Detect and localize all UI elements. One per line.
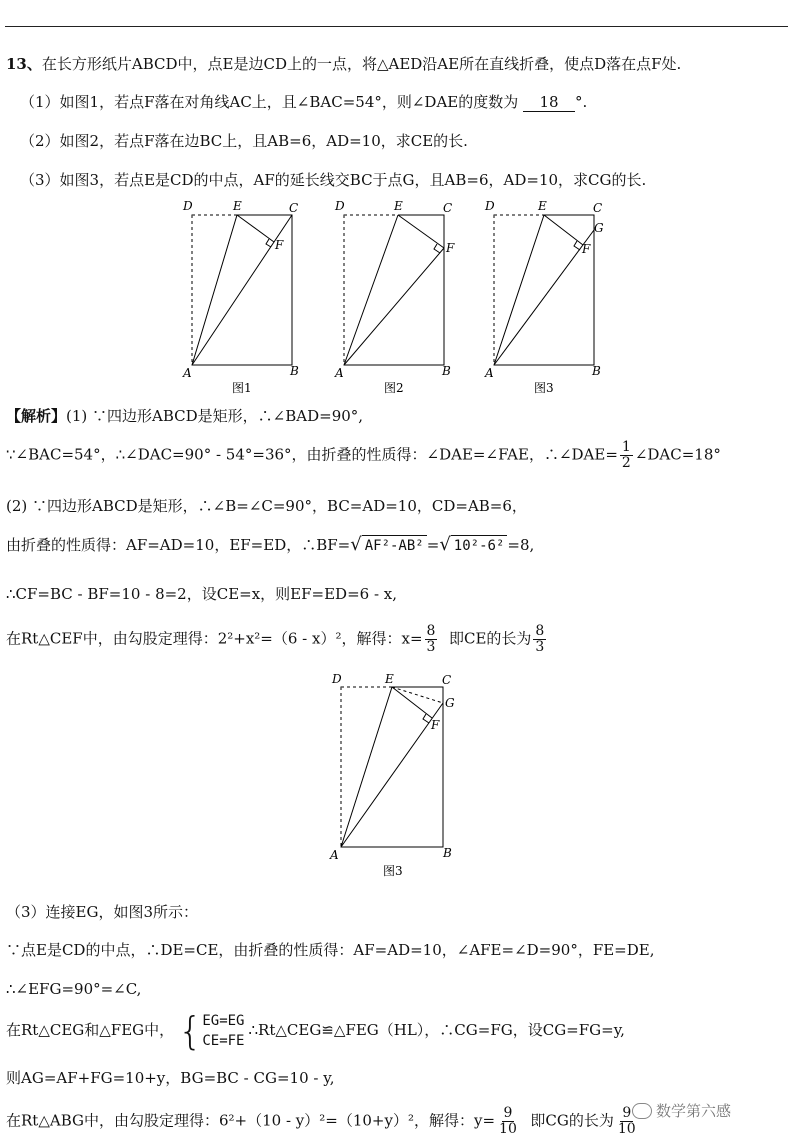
s3-y-fraction <box>497 1106 519 1137</box>
solution-2-line-4 <box>6 624 548 655</box>
fig2-label-f: F <box>446 241 455 255</box>
fig2-line-ef <box>398 215 444 248</box>
question-2: （2）如图2，若点F落在边BC上，且AB=6，AD=10，求CE的长. <box>20 132 468 150</box>
fig2-line-af <box>344 248 444 365</box>
sfig-rect <box>341 687 443 847</box>
s2-line2-pre: 由折叠的性质得：AF=AD=10，EF=ED，∴BF= <box>6 536 351 554</box>
fig1-label-a: A <box>183 366 192 380</box>
solution-figure-3 <box>325 670 470 880</box>
sfig-label-g: G <box>445 696 455 710</box>
fig3-caption: 图3 <box>534 381 554 395</box>
s2-ce-den: 3 <box>535 639 545 655</box>
s3-line4-post: ∴Rt△CEG≌△FEG（HL），∴CG=FG，设CG=FG=y, <box>248 1021 625 1039</box>
brace-glyph: { <box>178 1009 203 1053</box>
s1-line1: (1) ∵四边形ABCD是矩形，∴∠BAD=90°, <box>66 407 364 425</box>
solution-header: 【解析】 <box>6 407 67 425</box>
sfig-line-ae <box>341 687 392 847</box>
fig1-label-d: D <box>183 199 193 213</box>
sfig-line-ag <box>341 703 443 847</box>
fig2-label-c: C <box>443 201 453 215</box>
sfig-label-a: A <box>330 848 339 862</box>
s2-line4-mid: 即CE的长为 <box>448 629 532 648</box>
fig3-line-ae <box>494 215 544 365</box>
s2-x-den: 3 <box>426 639 436 655</box>
figure-3 <box>482 198 607 398</box>
s3-line6-pre: 在Rt△ABG中，由勾股定理得：6²+（10 - y）²=（10+y）²，解得：y= <box>6 1111 496 1130</box>
question-3: （3）如图3，若点E是CD的中点，AF的延长线交BC于点G，且AB=6，AD=10，求CG的长. <box>20 171 647 189</box>
fig3-label-g: G <box>594 221 604 235</box>
fig3-line-ef <box>544 215 583 245</box>
figure-1 <box>180 198 305 398</box>
top-rule <box>5 26 788 27</box>
sfig-line-ef <box>392 687 432 718</box>
s3-cg-num: 9 <box>622 1105 632 1121</box>
fig1-label-c: C <box>289 201 299 215</box>
fig1-label-b: B <box>290 364 299 378</box>
s3-y-num: 9 <box>503 1105 513 1121</box>
fig2-right-angle <box>434 244 440 253</box>
s1-line2-end: ∠DAC=18° <box>634 445 721 464</box>
s2-sqrt-2: 10²-6² <box>451 535 508 556</box>
q1-text: （1）如图1，若点F落在对角线AC上，且∠BAC=54°，则∠DAE的度数为 <box>20 93 519 111</box>
sqrt-sign-1: √ <box>350 534 362 555</box>
s2-eq: = <box>426 536 440 554</box>
question-1 <box>20 92 587 112</box>
fig2-label-e: E <box>394 199 403 213</box>
s3-line6-mid: 即CG的长为 <box>530 1111 614 1130</box>
fig3-label-f: F <box>582 242 591 256</box>
s2-x-num: 8 <box>426 623 436 639</box>
s1-frac-num: 1 <box>621 439 631 455</box>
problem-number: 13、 <box>6 55 42 73</box>
sfig-label-b: B <box>443 846 452 860</box>
fig2-label-a: A <box>335 366 344 380</box>
s3-line4-pre: 在Rt△CEG和△FEG中， <box>6 1021 175 1039</box>
fig2-caption: 图2 <box>384 381 404 395</box>
figure-2 <box>332 198 457 398</box>
solution-3-line-4 <box>6 1009 625 1053</box>
fig1-line-ae <box>192 215 237 365</box>
fig3-line-ag <box>494 230 594 365</box>
fig3-label-e: E <box>538 199 547 213</box>
problem-stem: 在长方形纸片ABCD中，点E是边CD上的一点，将△AED沿AE所在直线折叠，使点D落在点F处. <box>41 55 682 73</box>
fig1-caption: 图1 <box>232 381 252 395</box>
fig3-label-c: C <box>593 201 603 215</box>
solution-3-line-6 <box>6 1106 640 1137</box>
s2-x-fraction <box>425 624 438 655</box>
solution-1-line-1 <box>6 406 363 426</box>
fig3-label-d: D <box>485 199 495 213</box>
fig1-label-e: E <box>233 199 242 213</box>
q1-answer: 18 <box>523 94 575 112</box>
problem-stem-line <box>6 54 681 74</box>
s3-line1: （3）连接EG，如图3所示： <box>6 903 199 921</box>
sfig-label-d: D <box>332 672 342 686</box>
s2-sqrt-1: AF²-AB² <box>362 535 427 556</box>
s1-line2: ∵∠BAC=54°，∴∠DAC=90° - 54°=36°，由折叠的性质得：∠DAE=∠FAE，∴∠DAE= <box>6 445 618 464</box>
s2-line2-end: =8, <box>507 536 535 554</box>
wechat-icon <box>632 1103 652 1119</box>
s2-ce-num: 8 <box>535 623 545 639</box>
watermark-text: 数学第六感 <box>656 1102 732 1120</box>
fig1-line-ef <box>237 215 274 242</box>
fig3-label-b: B <box>592 364 601 378</box>
s3-y-den: 10 <box>499 1121 517 1137</box>
s2-line3: ∴CF=BC - BF=10 - 8=2，设CE=x，则EF=ED=6 - x, <box>6 585 398 603</box>
sfig-caption: 图3 <box>383 864 403 878</box>
s3-brace-system <box>178 1009 244 1053</box>
watermark <box>632 1100 731 1121</box>
fig2-label-d: D <box>335 199 345 213</box>
sfig-label-f: F <box>431 718 440 732</box>
s2-line1: (2) ∵四边形ABCD是矩形，∴∠B=∠C=90°，BC=AD=10，CD=AB=6， <box>6 497 527 515</box>
sfig-dashed-eg <box>392 687 443 703</box>
s1-half-fraction <box>620 440 633 471</box>
s3-line2: ∵点E是CD的中点，∴DE=CE，由折叠的性质得：AF=AD=10，∠AFE=∠D=90°，FE=DE, <box>6 941 655 959</box>
s2-ce-fraction <box>533 624 546 655</box>
s3-line5: 则AG=AF+FG=10+y，BG=BC - CG=10 - y, <box>6 1069 335 1087</box>
fig2-label-b: B <box>442 364 451 378</box>
s3-brace-top: EG=EG <box>202 1013 245 1029</box>
sqrt-sign-2: √ <box>439 534 451 555</box>
sfig-label-e: E <box>385 672 394 686</box>
sfig-label-c: C <box>442 673 452 687</box>
fig1-label-f: F <box>275 238 284 252</box>
s2-line4-pre: 在Rt△CEF中，由勾股定理得：2²+x²=（6 - x）²，解得：x= <box>6 629 423 648</box>
fig2-line-ae <box>344 215 398 365</box>
solution-1-line-2 <box>6 440 721 471</box>
fig3-label-a: A <box>485 366 494 380</box>
fig3-rect <box>494 215 594 365</box>
s1-frac-den: 2 <box>621 455 631 471</box>
q1-unit: °. <box>575 93 588 111</box>
s3-brace-bottom: CE=FE <box>202 1033 245 1049</box>
s3-line3: ∴∠EFG=90°=∠C, <box>6 980 142 998</box>
solution-2-line-2 <box>6 535 534 556</box>
fig1-right-angle <box>266 239 271 247</box>
s3-cg-den: 10 <box>617 1121 636 1137</box>
